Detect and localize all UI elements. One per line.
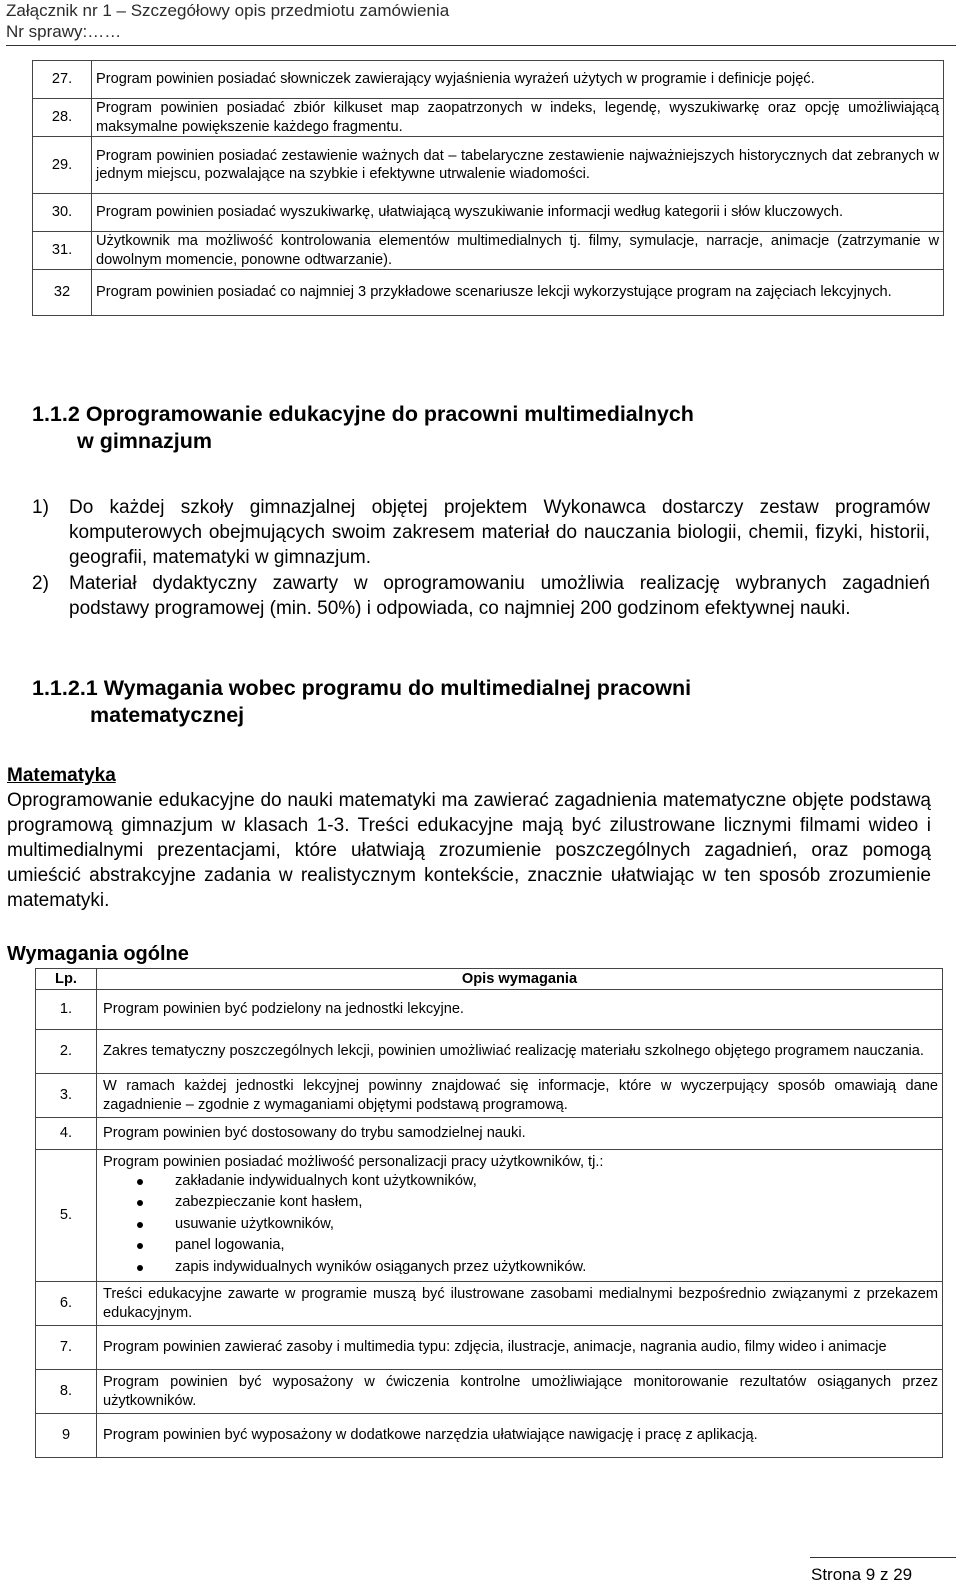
- bullet-icon: [137, 1243, 143, 1249]
- row-number: 4.: [36, 1118, 97, 1150]
- row-number: 30.: [33, 194, 92, 232]
- bullet-text: panel logowania,: [175, 1237, 285, 1254]
- table-row: [36, 1414, 943, 1458]
- table-row: [36, 1370, 943, 1414]
- bullet-text: zakładanie indywidualnych kont użytkowników,: [175, 1172, 477, 1189]
- bullet-icon: [137, 1222, 143, 1228]
- row-text: Program powinien posiadać wyszukiwarkę, ułatwiającą wyszukiwanie informacji według kategorii i słów kluczowych.: [92, 194, 944, 232]
- row-text: W ramach każdej jednostki lekcyjnej powinny znajdować się informacje, które w wyczerpujący sposób omawiają dane zagadnienie – zgodnie z wymaganiami objętymi podstawą programową.: [97, 1074, 943, 1118]
- row-number: 2.: [36, 1030, 97, 1074]
- list-number: 1): [32, 497, 49, 518]
- bullet-text: usuwanie użytkowników,: [175, 1215, 334, 1232]
- row-text: Treści edukacyjne zawarte w programie muszą być ilustrowane zasobami medialnymi bezpośrednio związanymi z przekazem edukacyjnym.: [97, 1282, 943, 1326]
- table-row: [36, 1150, 943, 1282]
- bullet-icon: [137, 1200, 143, 1206]
- row-text: Użytkownik ma możliwość kontrolowania elementów multimedialnych tj. filmy, symulacje, narracje, animacje (zatrzymanie w dowolnym momencie, ponowne odtwarzanie).: [92, 232, 944, 270]
- table-header-row: [36, 969, 943, 990]
- list-item: [32, 495, 930, 570]
- row-text: Program powinien posiadać zbiór kilkuset map zaopatrzonych w indeks, legendę, wyszukiwarkę oraz opcję umożliwiającą maksymalne powiększenie każdego fragmentu.: [92, 99, 944, 137]
- row-number: 31.: [33, 232, 92, 270]
- table-row: [36, 990, 943, 1030]
- requirements-heading: Wymagania ogólne: [7, 943, 189, 965]
- row-number: 7.: [36, 1326, 97, 1370]
- row-text: Program powinien być wyposażony w ćwiczenia kontrolne umożliwiające monitorowanie rezultatów osiąganych przez użytkowników.: [97, 1370, 943, 1414]
- bullet-icon: [137, 1179, 143, 1185]
- list-item: [103, 1214, 938, 1236]
- table-row: [33, 61, 944, 99]
- row-text: Zakres tematyczny poszczególnych lekcji, powinien umożliwiać realizację materiału szkolnego objętego programem nauczania.: [97, 1030, 943, 1074]
- table-row: [36, 1074, 943, 1118]
- table-row: [33, 137, 944, 194]
- column-header-opis: Opis wymagania: [97, 969, 943, 990]
- bullet-text: zabezpieczanie kont hasłem,: [175, 1194, 363, 1211]
- row-number: 1.: [36, 990, 97, 1030]
- section-heading-1-1-2-1: [32, 675, 932, 729]
- row-text: Program powinien być podzielony na jednostki lekcyjne.: [97, 990, 943, 1030]
- row-number: 9: [36, 1414, 97, 1458]
- row-text: Program powinien posiadać możliwość personalizacji pracy użytkowników, tj.:: [103, 1153, 604, 1170]
- list-number: 2): [32, 573, 49, 594]
- row-text: Program powinien być dostosowany do trybu samodzielnej nauki.: [97, 1118, 943, 1150]
- row-number: 8.: [36, 1370, 97, 1414]
- row-number: 32: [33, 270, 92, 316]
- table-row: [33, 99, 944, 137]
- list-item: [32, 571, 930, 621]
- row-text: Program powinien zawierać zasoby i multimedia typu: zdjęcia, ilustracje, animacje, nagrania audio, filmy wideo i animacje: [97, 1326, 943, 1370]
- list-item: [103, 1235, 938, 1257]
- document-header: [6, 0, 449, 42]
- list-text: Do każdej szkoły gimnazjalnej objętej projektem Wykonawca dostarczy zestaw programów komputerowych obejmujących swoim zakresem materiał do nauczania biologii, chemii, fizyki, historii, geografii, matematyki w gimnazjum.: [69, 497, 930, 568]
- subject-heading: Matematyka: [7, 765, 116, 786]
- table-row: [36, 1326, 943, 1370]
- header-divider: [6, 45, 956, 46]
- column-header-lp: Lp.: [36, 969, 97, 990]
- row-number: 28.: [33, 99, 92, 137]
- page-number: Strona 9 z 29: [811, 1565, 913, 1584]
- section-title-cont: matematycznej: [90, 703, 245, 727]
- table-row: [33, 194, 944, 232]
- section-title: Wymagania wobec programu do multimedialnej pracowni: [103, 676, 692, 700]
- bullet-text: zapis indywidualnych wyników osiąganych przez użytkowników.: [175, 1258, 587, 1275]
- header-case-number: Nr sprawy:……: [6, 22, 122, 41]
- list-item: [103, 1257, 938, 1279]
- personalization-bullet-list: [103, 1171, 938, 1279]
- footer-divider: [810, 1557, 956, 1558]
- table-row: [33, 232, 944, 270]
- subject-paragraph: Oprogramowanie edukacyjne do nauki matematyki ma zawierać zagadnienia matematyczne objęte podstawą programową gimnazjum w klasach 1-3. Treści edukacyjne mają być zilustrowane licznymi filmami wideo i multimedialnymi prezentacjami, które ułatwiają zrozumienie poszczególnych zagadnień, oraz pomogą umieścić abstrakcyjne zadania w realistycznym kontekście, znacznie ułatwiając w ten sposób zrozumienie matematyki.: [7, 790, 931, 911]
- requirements-table-continued: [32, 60, 944, 316]
- row-text: Program powinien posiadać zestawienie ważnych dat – tabelaryczne zestawienie najważniejszych historycznych dat zebranych w jednym miejscu, pozwalające na szybkie i efektywne utrwalenie wiadomości.: [92, 137, 944, 194]
- bullet-icon: [137, 1265, 143, 1271]
- list-item: [103, 1192, 938, 1214]
- row-number: 6.: [36, 1282, 97, 1326]
- header-title: Załącznik nr 1 – Szczegółowy opis przedmiotu zamówienia: [6, 1, 450, 20]
- row-text-with-list: [97, 1150, 943, 1282]
- section-title: Oprogramowanie edukacyjne do pracowni multimedialnych: [85, 402, 694, 426]
- list-text: Materiał dydaktyczny zawarty w oprogramowaniu umożliwia realizację wybranych zagadnień podstawy programowej (min. 50%) i odpowiada, co najmniej 200 godzinom efektywnej nauki.: [69, 573, 930, 619]
- general-requirements-table: [35, 968, 943, 1458]
- table-row: [36, 1282, 943, 1326]
- row-text: Program powinien być wyposażony w dodatkowe narzędzia ułatwiające nawigację i pracę z aplikacją.: [97, 1414, 943, 1458]
- row-text: Program powinien posiadać co najmniej 3 przykładowe scenariusze lekcji wykorzystujące program na zajęciach lekcyjnych.: [92, 270, 944, 316]
- row-number: 3.: [36, 1074, 97, 1118]
- row-number: 5.: [36, 1150, 97, 1282]
- section-title-cont: w gimnazjum: [77, 429, 212, 453]
- table-row: [33, 270, 944, 316]
- section-heading-1-1-2: [32, 401, 932, 455]
- section-number: 1.1.2: [32, 402, 80, 426]
- row-number: 29.: [33, 137, 92, 194]
- section-number: 1.1.2.1: [32, 676, 98, 700]
- list-item: [103, 1171, 938, 1193]
- table-row: [36, 1118, 943, 1150]
- row-number: 27.: [33, 61, 92, 99]
- table-row: [36, 1030, 943, 1074]
- row-text: Program powinien posiadać słowniczek zawierający wyjaśnienia wyrażeń użytych w programie i definicje pojęć.: [92, 61, 944, 99]
